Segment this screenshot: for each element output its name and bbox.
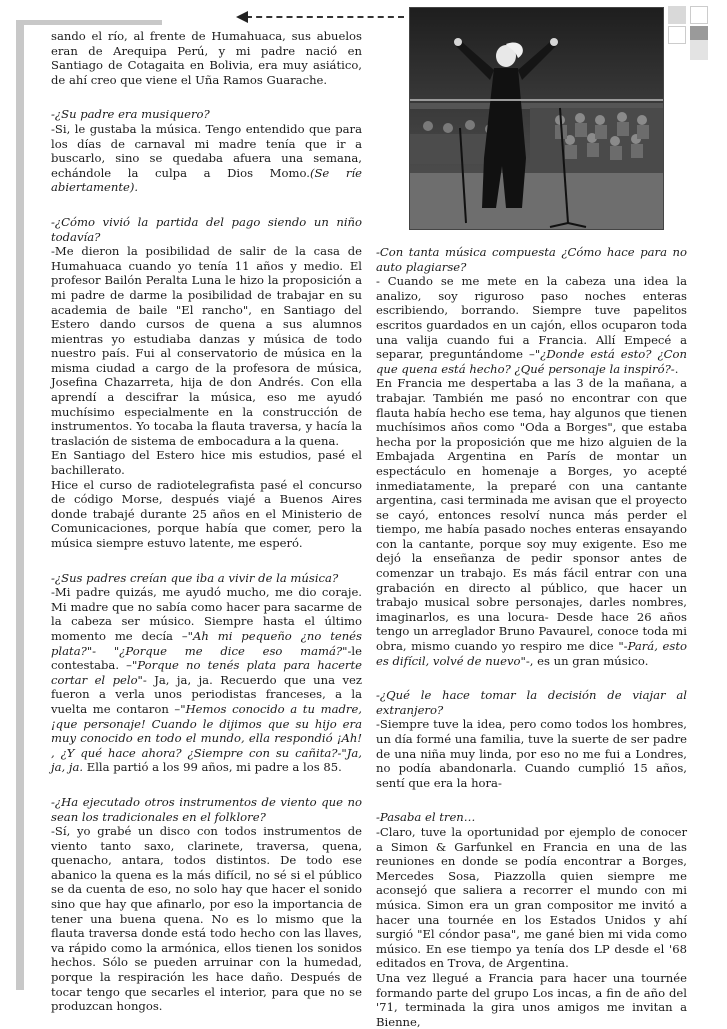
arrow-left-icon bbox=[236, 11, 248, 23]
right-text-column bbox=[376, 245, 687, 1029]
paragraph bbox=[376, 376, 687, 668]
interview-question: -Pasaba el tren… bbox=[376, 810, 476, 825]
paragraph: Una vez llegué a Francia para hacer una tournée formando parte del grupo Los incas, a fin de año del '71, terminada la gira unos amigos me invitan a Bienne, bbox=[376, 970, 687, 1029]
quoted-speech: "¿Donde está esto? ¿Con que quena está hecho? ¿Qué personaje la inspiró?- bbox=[376, 347, 687, 376]
interview-question: -¿Ha ejecutado otros instrumentos de viento que no sean los tradicionales en el folklore? bbox=[51, 794, 362, 824]
corner-square-icon bbox=[690, 40, 708, 60]
top-decorative-bar bbox=[16, 20, 162, 25]
paragraph: sando el río, al frente de Humahuaca, sus abuelos eran de Arequipa Perú, y mi padre nació en Santiago de Cotagaita en Bolivia, era muy asiático, de ahí creo que viene el Uña Ramos Guarache. bbox=[51, 29, 362, 87]
left-decorative-bar bbox=[16, 24, 24, 990]
answer-text: - Ja, ja, ja. Recuerdo que una vez fueron a verla unos periodistas franceses, a la vuelta me contaron – bbox=[51, 672, 362, 716]
interview-question: -¿Cómo vivió la partida del pago siendo un niño todavía? bbox=[51, 214, 362, 244]
performer-photo-icon bbox=[410, 8, 663, 229]
answer-text: -Mi padre quizás, me ayudó mucho, me dio coraje. Mi madre que no sabía como hacer para sacarme de la cabeza ser músico. Siempre hasta el último momento me decía – bbox=[51, 585, 362, 643]
interview-answer: -Sí, yo grabé un disco con todos instrumentos de viento tanto saxo, clarinete, traversa, quena, quenacho, antara, todos distintos. De todo ese abanico la quena es la más difícil, no sé si el público se da cuenta de eso, no solo hay que hacer el sonido sino que hay que afinarlo, por eso la importancia de tener una buena quena. No es lo mismo que la flauta traversa donde está todo hecho con las llaves, va rápido como la armónica, ellos tienen los sonidos hechos. Sólo se pueden arruinar con la humedad, porque la respiración les hace daño. Después de tocar tengo que secarles el interior, para que no se produzcan hongos. bbox=[51, 824, 362, 1014]
quoted-speech: "Ah mi pequeño ¿no tenés plata?"- "¿Porque me dice eso mamá?" bbox=[51, 628, 362, 658]
interview-question: -Con tanta música compuesta ¿Cómo hace para no auto plagiarse? bbox=[376, 245, 687, 274]
left-text-column bbox=[51, 29, 362, 1014]
interview-answer bbox=[376, 274, 687, 376]
interview-answer: -Claro, tuve la oportunidad por ejemplo de conocer a Simon & Garfunkel en Francia en una de las reuniones en donde se podía encontrar a Borges, Mercedes Sosa, Piazzolla quien siempre me aconsejó que saliera a recorrer el mundo con mi música. Simon era un gran compositor me invitó a hacer una tournée en los Estados Unidos y ahí surgió "El cóndor pasa", me gané bien mi vida como músico. En ese tiempo ya tenía dos LP desde el '68 editados en Trova, de Argentina. bbox=[376, 824, 687, 971]
interview-answer: -Me dieron la posibilidad de salir de la casa de Humahuaca cuando yo tenía 11 años y medio. El profesor Bailón Peralta Luna le hizo la proposición a mi padre de darme la posibilidad de trabajar en su academia de baile "El rancho", en Santiago del Estero dando cursos de quena a sus alumnos mientras yo estudiaba danzas y música de todo nuestro país. Fui al conservatorio de música en la misma ciudad a cargo de la profesora de música, Josefina Chazarreta, hija de don Andrés. Con ella aprendí a descifrar la música, eso me ayudó muchísimo especialmente en la construcción de instrumentos. Yo tocaba la flauta traversa, y hacía la traslación de sistema de embocadura a la quena. bbox=[51, 244, 362, 448]
answer-text: En Francia me despertaba a las 3 de la mañana, a trabajar. También me pasó no encontrar con que flauta había hecho ese tema, hay algunos que tienen muchísimos años como "Oda a Borges", que estaba hecha por la proposición que me hizo alguien de la Embajada Argentina en París de montar un espectáculo en homenaje a Borges, yo acepté inmediatamente, la preparé con una cantante argentina, casi terminada me avisan que el proyecto se cayó, entonces resolví nunca más perder el tiempo, me había pasado noches enteras ensayando con la cantante, porque soy muy exigente. Eso me dejó la enseñanza de pedir sponsor antes de comenzar un trabajo. Es más fácil entrar con una grabación en directo al público, que hacer un trabajo musical sobre personajes, darles nombres, imaginarlos, es una locura- Desde hace 26 años tengo un arreglador Bruno Pavaurel, conoce toda mi obra, mismo cuando yo respiro me dice bbox=[376, 376, 687, 654]
answer-text: Ella partió a los 99 años, mi padre a los 85. bbox=[83, 760, 342, 775]
dashed-pointer-line bbox=[246, 16, 404, 18]
interview-question: -¿Qué le hace tomar la decisión de viajar al extranjero? bbox=[376, 688, 687, 717]
interview-answer bbox=[51, 585, 362, 775]
paragraph: Hice el curso de radiotelegrafista pasé el concurso de código Morse, después viajé a Buenos Aires donde trabajé durante 25 años en el Ministerio de Comunicaciones, porque había que comer, pero la música siempre estuvo latente, me esperó. bbox=[51, 477, 362, 550]
quoted-speech: "Porque no tenés plata para hacerte cortar el pelo" bbox=[51, 658, 362, 687]
answer-text: -, es un gran músico. bbox=[525, 653, 649, 668]
answer-text: - Cuando se me mete en la cabeza una idea la analizo, soy riguroso paso noches enteras escribiendo, borrando. Siempre tuve papelitos escritos guardados en un cajón, ellos ocuparon toda una valija cuando fui a Francia. Allí Empecé a separar, preguntándome – bbox=[376, 274, 687, 362]
interview-question: -¿Sus padres creían que iba a vivir de la música? bbox=[51, 570, 339, 585]
photo-performer-on-stage bbox=[409, 7, 664, 230]
interview-question: -¿Su padre era musiquero? bbox=[51, 107, 210, 122]
corner-square-icon bbox=[668, 26, 686, 44]
answer-text: -Si, le gustaba la música. Tengo entendido que para los días de carnaval mi madre tenía que ir a buscarlo, sino se quedaba afuera una semana, echándole la culpa a Dios Momo. bbox=[51, 121, 362, 180]
quoted-speech: "Hemos conocido a tu madre, ¡que personaje! Cuando le dijimos que su hijo era muy conocido en todo el mundo, ella respondió ¡Ah! , ¿Y qué hace ahora? ¿Siempre con su cañita?-"Ja, ja, ja. bbox=[51, 701, 362, 775]
corner-square-icon bbox=[668, 6, 686, 24]
interview-answer: -Siempre tuve la idea, pero como todos los hombres, un día formé una familia, tuve la suerte de ser padre de una niña muy linda, por eso no me fui a Londres, no podía abandonarla. Cuando cumplió 15 años, sentí que era la hora- bbox=[376, 717, 687, 790]
answer-text: . bbox=[674, 361, 679, 376]
paragraph: En Santiago del Estero hice mis estudios, pasé el bachillerato. bbox=[51, 448, 362, 478]
answer-aside: (Se ríe abiertamente). bbox=[51, 165, 363, 195]
quoted-speech: "-Pará, esto es difícil, volvé de nuevo" bbox=[376, 639, 688, 668]
answer-text: -le contestaba. – bbox=[51, 643, 362, 673]
corner-square-icon bbox=[690, 6, 708, 24]
interview-answer bbox=[51, 122, 362, 195]
